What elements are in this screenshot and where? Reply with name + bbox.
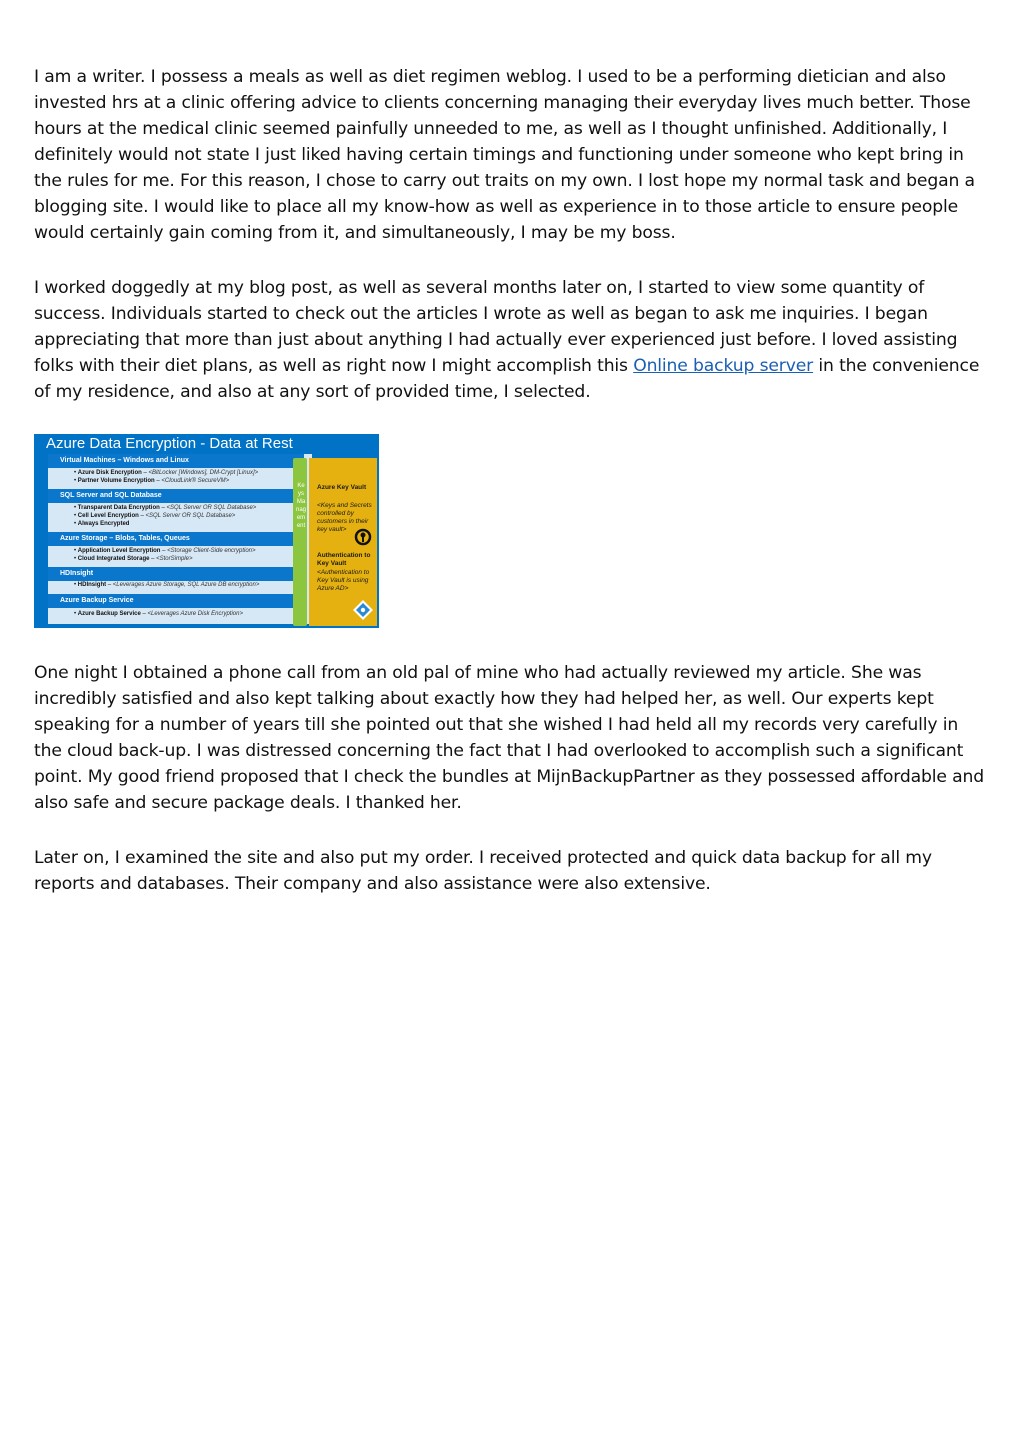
diagram-item: • Cloud Integrated Storage – <StorSimple>	[74, 556, 193, 562]
paragraph-2	[34, 275, 990, 405]
key-vault-note: <Keys and Secrets controlled by customers in their key vault>	[317, 502, 372, 533]
paragraph-1: I am a writer. I possess a meals as well as diet regimen weblog. I used to be a performing dietician and also invested hrs at a clinic offering advice to clients concerning managing their everyday lives much better. Those hours at the medical clinic seemed painfully unneeded to me, as well as I thought unfinished. Additionally, I definitely would not state I just liked having certain timings and functioning under someone who kept bring in the rules for me. For this reason, I chose to carry out traits on my own. I lost hope my normal task and began a blogging site. I would like to place all my know-how as well as experience in to those article to ensure people would certainly gain coming from it, and simultaneously, I may be my boss.	[34, 67, 975, 243]
section-azure-backup: Azure Backup Service	[48, 594, 304, 608]
diagram-item: • Application Level Encryption – <Storage Client-Side encryption>	[74, 548, 256, 554]
auth-title: Authentication to Key Vault	[317, 552, 371, 567]
paragraph-2-text-end: in the convenience of my residence, and also at any sort of provided time, I selected.	[34, 356, 980, 402]
section-virtual-machines: Virtual Machines – Windows and Linux	[48, 454, 304, 468]
diagram-item: • HDInsight – <Leverages Azure Storage, SQL Azure DB encryption>	[74, 582, 260, 588]
auth-note: <Authentication to Key Vault is using Azure AD>	[317, 569, 370, 592]
article-body	[34, 64, 990, 926]
azure-encryption-diagram	[34, 434, 379, 628]
diagram-item: • Azure Disk Encryption – <BitLocker [Windows], DM-Crypt [Linux]>	[74, 470, 259, 476]
key-vault-title: Azure Key Vault	[317, 484, 367, 491]
paragraph-4: Later on, I examined the site and also put my order. I received protected and quick data backup for all my reports and databases. Their company and also assistance were also extensive.	[34, 848, 932, 894]
azure-ad-icon	[352, 599, 374, 621]
section-azure-storage: Azure Storage – Blobs, Tables, Queues	[48, 532, 304, 546]
diagram-title: Azure Data Encryption - Data at Rest	[46, 435, 293, 452]
section-hdinsight: HDInsight	[48, 567, 304, 581]
diagram-item: • Always Encrypted	[74, 521, 130, 527]
diagram-item: • Transparent Data Encryption – <SQL Server OR SQL Database>	[74, 505, 257, 511]
diagram-item: • Cell Level Encryption – <SQL Server OR SQL Database>	[74, 513, 236, 519]
keys-management-label: Keys Management	[296, 483, 307, 529]
diagram-item: • Azure Backup Service – <Leverages Azure Disk Encryption>	[74, 611, 243, 617]
paragraph-2-text-start: I worked doggedly at my blog post, as well as several months later on, I started to view some quantity of success. Individuals started to check out the articles I wrote as well as began to ask me inquiries. I began appreciating that more than just about anything I had actually ever experienced just before. I loved assisting folks with their diet plans, as well as right now I might accomplish this	[34, 278, 958, 376]
diagram-item: • Partner Volume Encryption – <CloudLink® SecureVM>	[74, 478, 230, 484]
section-sql: SQL Server and SQL Database	[48, 489, 304, 503]
online-backup-server-link[interactable]: Online backup server	[633, 356, 814, 376]
key-icon	[353, 527, 373, 547]
paragraph-3: One night I obtained a phone call from an old pal of mine who had actually reviewed my article. She was incredibly satisfied and also kept talking about exactly how they had helped her, as well. Our experts kept speaking for a number of years till she pointed out that she wished I had held all my records very carefully in the cloud back-up. I was distressed concerning the fact that I had overlooked to accomplish such a significant point. My good friend proposed that I check the bundles at MijnBackupPartner as they possessed affordable and also safe and secure package deals. I thanked her.	[34, 663, 985, 813]
